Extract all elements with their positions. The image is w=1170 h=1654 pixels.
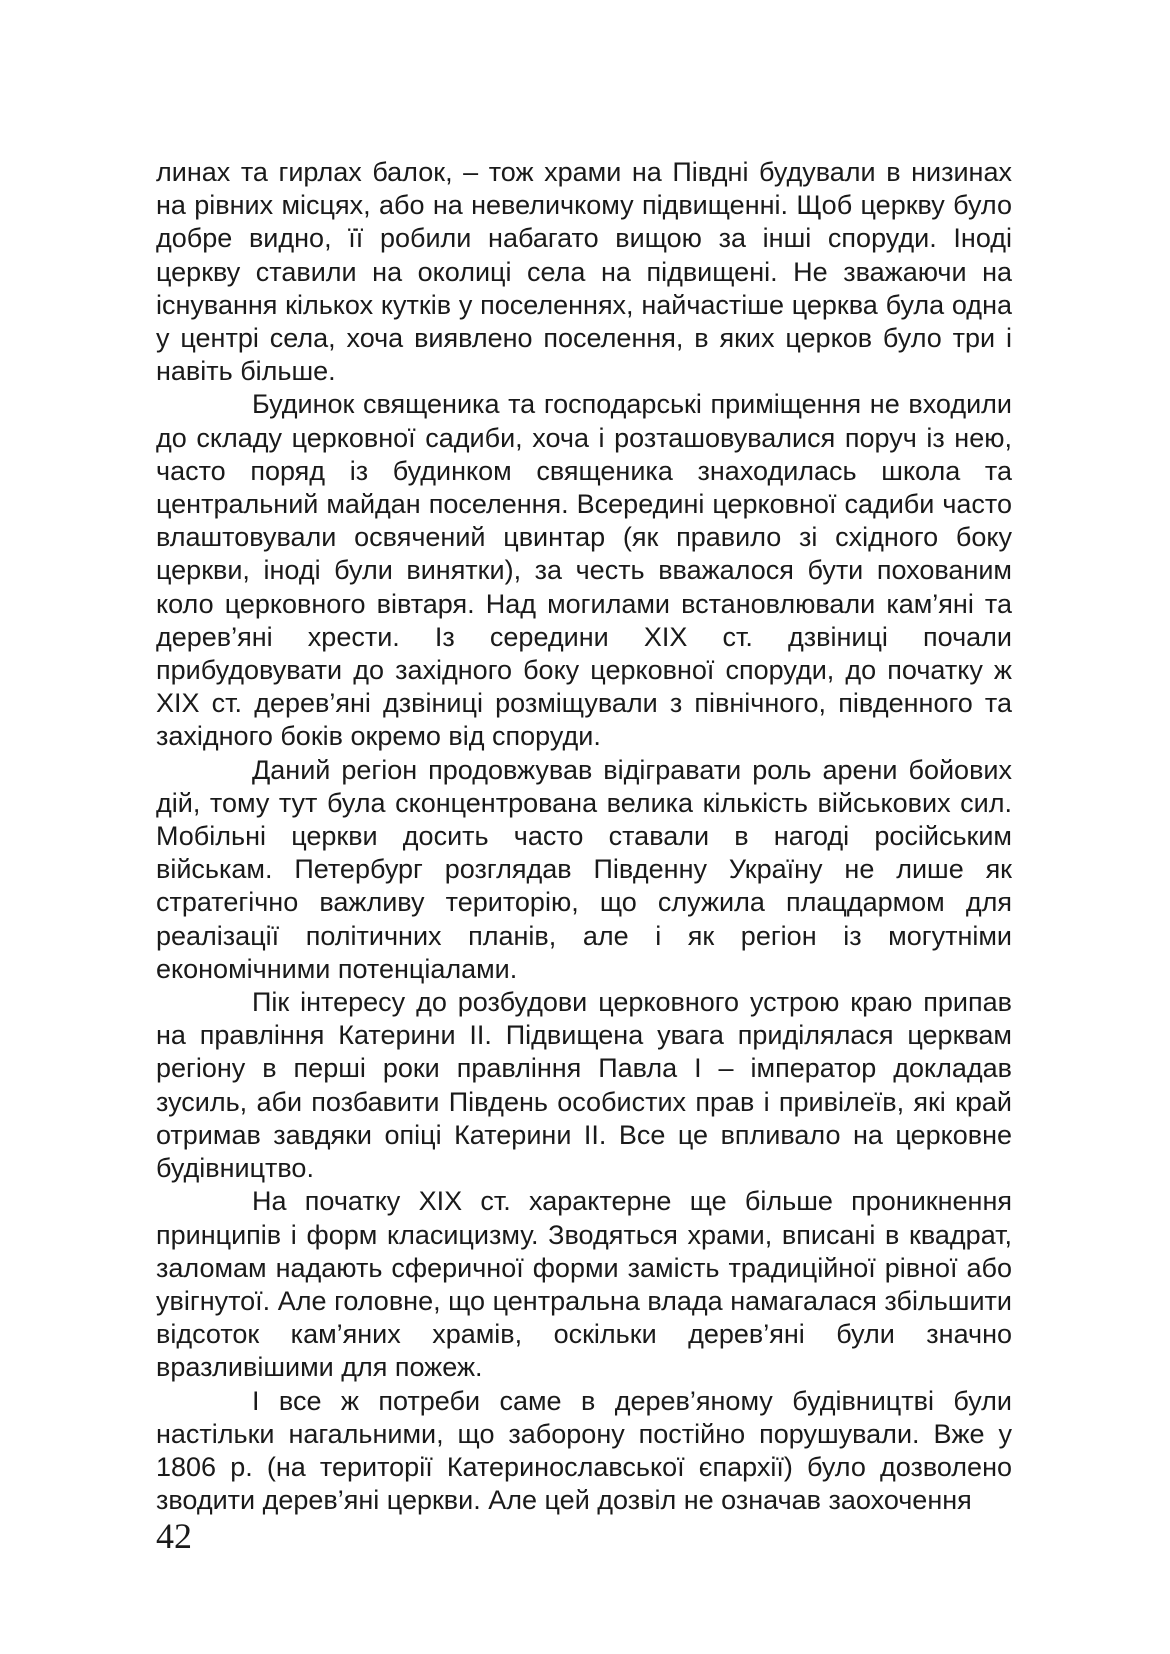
paragraph-4: Пік інтересу до розбудови церковного устрою краю припав на правління Катерини ІІ. Підвищена увага приділялася церквам регіону в перші роки правління Павла І – імператор докладав зусиль, аби позбавити Південь особистих прав і привілеїв, які край отримав завдяки опіці Катерини ІІ. Все це впливало на церковне будівництво. [156,987,1012,1184]
paragraph-1: линах та гирлах балок, – тож храми на Півдні будували в низинах на рівних місцях, або на невеличкому підвищенні. Щоб церкву було добре видно, її робили набагато вищою за інші споруди. Іноді церкву ставили на околиці села на підвищені. Не зважаючи на існування кількох кутків у поселеннях, найчастіше церква була одна у центрі села, хоча виявлено поселення, в яких церков було три і навіть більше. [156,157,1012,387]
paragraph-6: І все ж потреби саме в дерев’яному будівництві були настільки нагальними, що заборону постійно порушували. Вже у 1806 р. (на території Катеринославської єпархії) було дозволено зводити дерев’яні церкви. Але цей дозвіл не означав заохочення [156,1385,1012,1516]
body-text [156,156,1012,1517]
paragraph-3: Даний регіон продовжував відігравати роль арени бойових дій, тому тут була сконцентрована велика кількість військових сил. Мобільні церкви досить часто ставали в нагоді російським військам. Петербург розглядав Південну Україну не лише як стратегічно важливу територію, що служила плацдармом для реалізації політичних планів, але і як регіон із могутніми економічними потенціалами. [156,754,1012,984]
page-number: 42 [156,1516,192,1556]
paragraph-5: На початку ХІХ ст. характерне ще більше проникнення принципів і форм класицизму. Зводяться храми, вписані в квадрат, заломам надають сферичної форми замість традиційної рівної або увігнутої. Але головне, що центральна влада намагалася збільшити відсоток кам’яних храмів, оскільки дерев’яні були значно вразливішими для пожеж. [156,1186,1012,1383]
paragraph-2: Будинок священика та господарські приміщення не входили до складу церковної садиби, хоча і розташовувалися поруч із нею, часто поряд із будинком священика знаходилась школа та центральний майдан поселення. Всередині церковної садиби часто влаштовували освячений цвинтар (як правило зі східного боку церкви, іноді були винятки), за честь вважалося бути похованим коло церковного вівтаря. Над могилами встановлювали кам’яні та дерев’яні хрести. Із середини ХІХ ст. дзвіниці почали прибудовувати до західного боку церковної споруди, до початку ж ХІХ ст. дерев’яні дзвіниці розміщували з північного, південного та західного боків окремо від споруди. [156,389,1012,752]
